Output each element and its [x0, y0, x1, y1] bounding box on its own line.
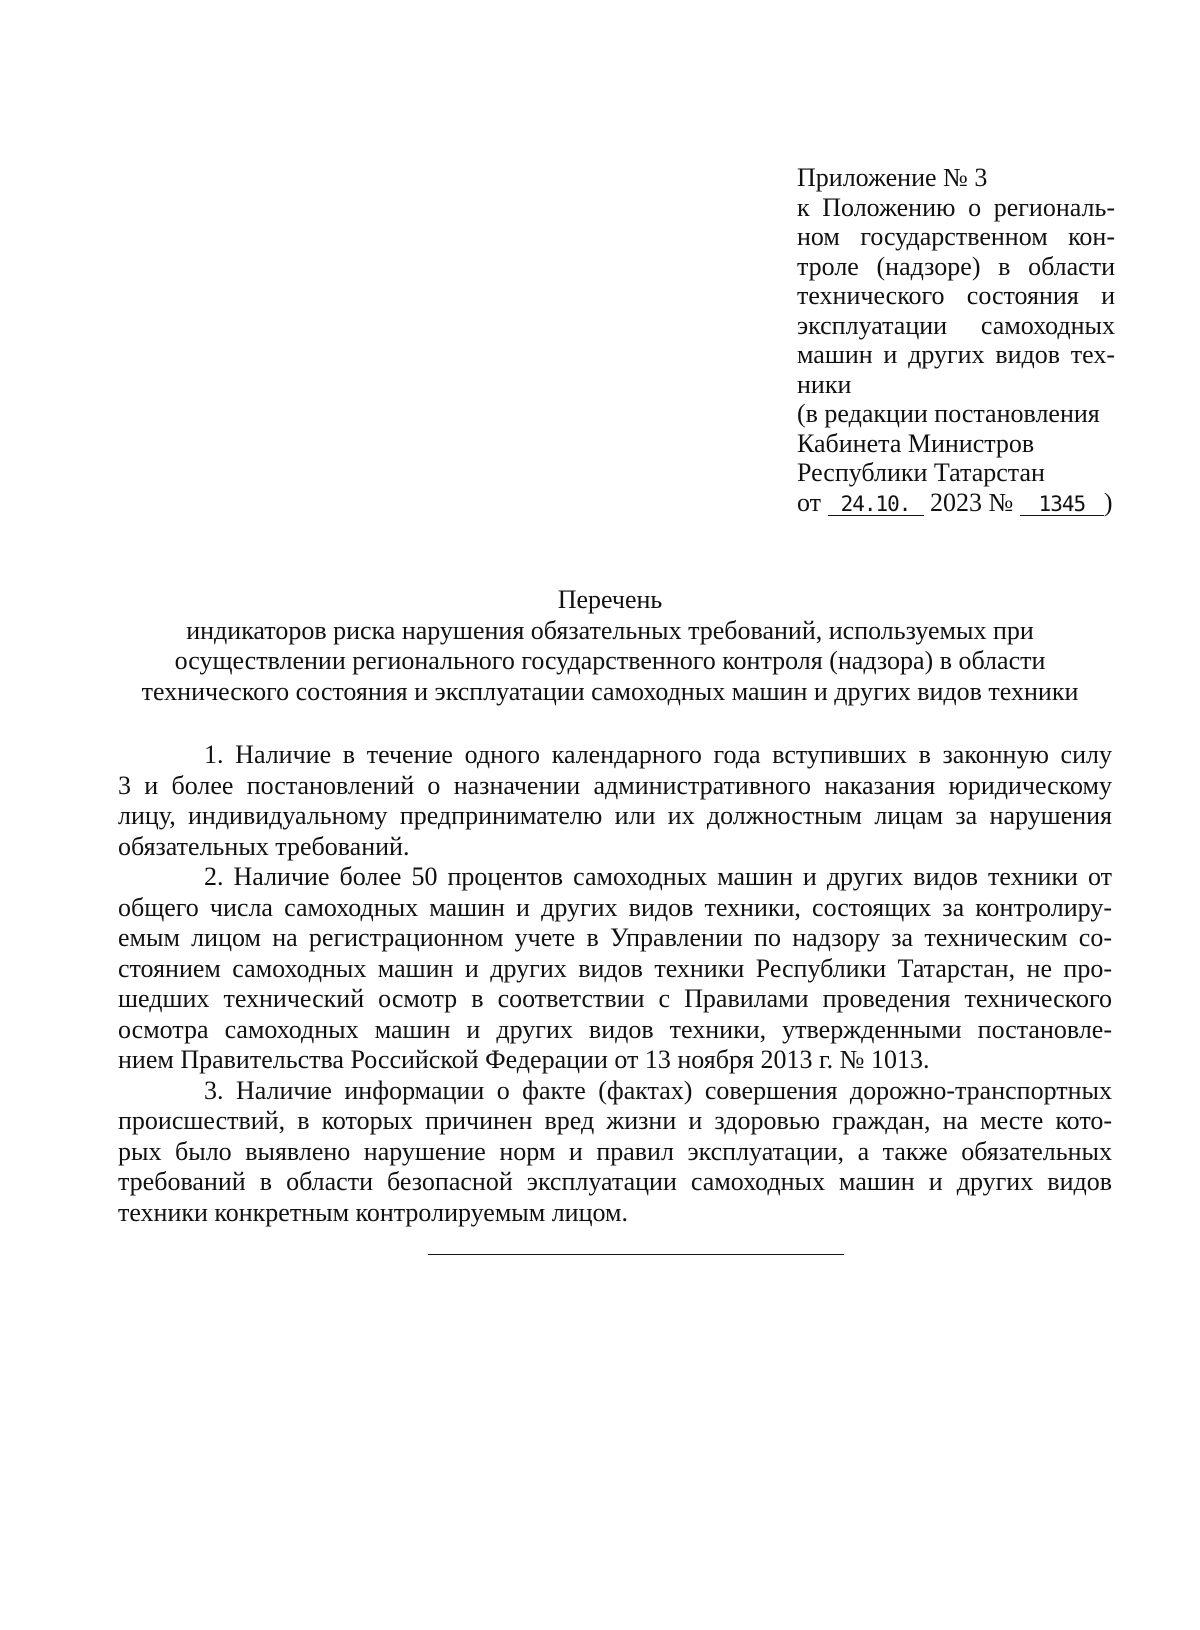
item-3-line: рых было выявлено нарушение норм и правил эксплуатации, а также обязательных	[118, 1136, 1112, 1166]
date-value: 24.10.	[828, 493, 924, 516]
closing-rule	[428, 1254, 844, 1255]
title-heading: Перечень	[557, 585, 663, 614]
item-2-line: 2. Наличие более 50 процентов самоходных машин и других видов техники от	[204, 862, 1112, 891]
appendix-line: троле (надзоре) в области	[797, 251, 1115, 281]
item-2-line: стоянием самоходных машин и других видов техники Республики Татарстан, не про-	[118, 953, 1112, 983]
item-2-line: осмотра самоходных машин и других видов техники, утвержденными постановле-	[118, 1014, 1112, 1044]
title-line: технического состояния и эксплуатации самоходных машин и других видов техники	[141, 676, 1079, 706]
item-3-line: требований в области безопасной эксплуатации самоходных машин и других видов	[118, 1167, 1112, 1196]
appendix-line: к Положению о региональ-	[797, 192, 1115, 222]
appendix-line: ники	[797, 369, 852, 399]
item-1-line: 3 и более постановлений о назначении административного наказания юридическому	[118, 770, 1112, 800]
item-2-line: шедших технический осмотр в соответствии с Правилами проведения технического	[118, 984, 1112, 1013]
item-2-line: общего числа самоходных машин и других видов техники, состоящих за контролиру-	[118, 892, 1112, 922]
item-2-line: нием Правительства Российской Федерации от 13 ноября 2013 г. № 1013.	[118, 1045, 930, 1074]
item-1-line: лицу, индивидуальному предпринимателю или их должностным лицам за нарушения	[118, 801, 1112, 830]
appendix-line: Республики Татарстан	[797, 458, 1045, 487]
appendix-line: технического состояния и	[797, 281, 1115, 310]
item-3-line: происшествий, в которых причинен вред жизни и здоровью граждан, на месте кото-	[118, 1106, 1112, 1135]
appendix-line: эксплуатации самоходных	[797, 310, 1115, 340]
item-1-line: обязательных требований.	[118, 831, 410, 861]
item-3-line: 3. Наличие информации о факте (фактах) совершения дорожно-транспортных	[204, 1075, 1112, 1105]
closing-paren: )	[1103, 487, 1113, 517]
title-line: осуществлении регионального государственного контроля (надзора) в области	[174, 646, 1046, 675]
appendix-line: ном государственном кон-	[797, 222, 1115, 251]
appendix-line: машин и других видов тех-	[797, 340, 1115, 369]
item-3-line: техники конкретным контролируемым лицом.	[118, 1197, 628, 1227]
appendix-header	[797, 163, 1115, 517]
item-1-line: 1. Наличие в течение одного календарного года вступивших в законную силу	[204, 740, 1112, 769]
document-body	[118, 740, 1112, 1228]
title-line: индикаторов риска нарушения обязательных требований, используемых при	[186, 615, 1034, 645]
appendix-line: Приложение № 3	[797, 163, 988, 192]
date-prefix: от	[797, 487, 822, 517]
appendix-line: Кабинета Министров	[797, 428, 1035, 458]
appendix-line: (в редакции постановления	[797, 399, 1100, 428]
item-2-line: емым лицом на регистрационном учете в Управлении по надзору за техническим со-	[118, 923, 1112, 952]
number-value: 1345	[1020, 493, 1104, 516]
document-title	[100, 585, 1120, 707]
year-label: 2023 №	[930, 487, 1014, 517]
appendix-date-line	[797, 488, 1115, 518]
